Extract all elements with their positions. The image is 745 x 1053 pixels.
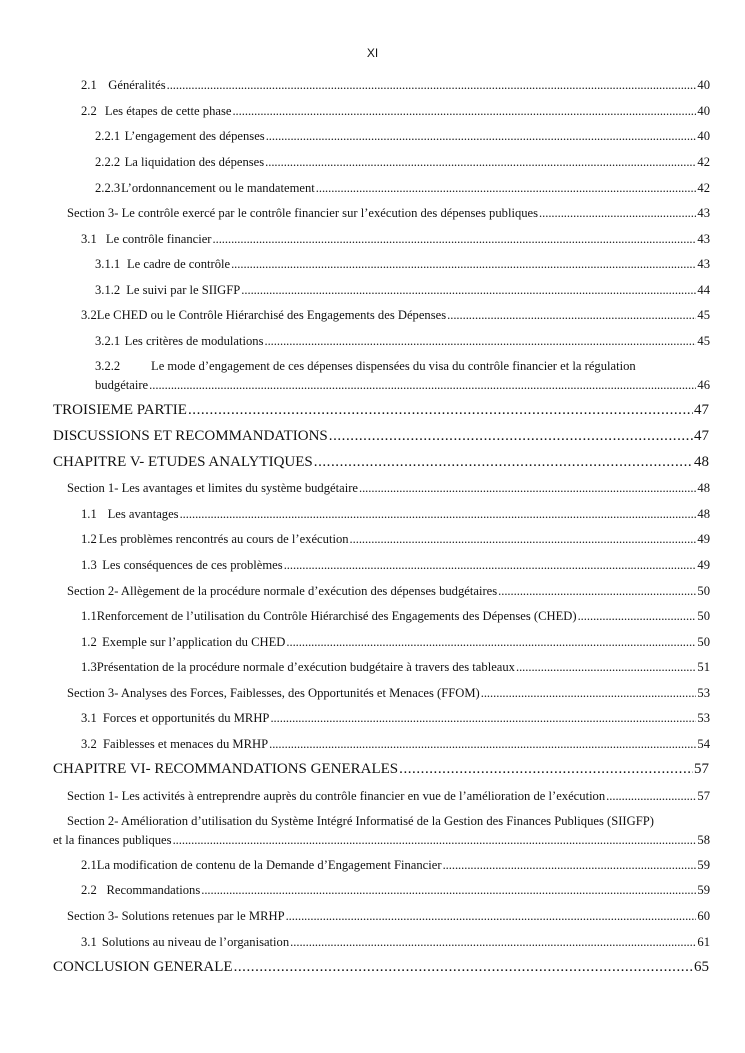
toc-entry-page: 50 — [697, 635, 710, 649]
toc-entry-title: L’ordonnancement ou le mandatement — [121, 181, 315, 195]
toc-entry-title: La modification de contenu de la Demande d’Engagement Financier — [96, 858, 442, 872]
dot-leader — [269, 737, 696, 752]
toc-entry-number: 3.2 — [81, 308, 97, 322]
toc-entry-page: 49 — [697, 532, 710, 546]
toc-entry-number: 1.2 — [81, 532, 97, 546]
toc-entry-title: Présentation de la procédure normale d’exécution budgétaire à travers des tableaux — [96, 660, 515, 674]
toc-entry-page: 59 — [697, 858, 710, 872]
toc-entry-part[interactable] — [53, 402, 709, 419]
dot-leader — [443, 858, 697, 873]
toc-entry-page: 40 — [697, 104, 710, 118]
toc-entry[interactable] — [95, 129, 710, 144]
dot-leader — [316, 181, 697, 196]
dot-leader — [578, 609, 697, 624]
toc-entry-number: 3.1.1 — [95, 257, 121, 271]
dot-leader — [270, 711, 696, 726]
dot-leader — [350, 532, 697, 547]
toc-entry-page: 42 — [697, 181, 710, 195]
toc-entry-number: 3.1 — [81, 935, 97, 949]
toc-entry[interactable] — [81, 858, 710, 873]
toc-entry[interactable] — [67, 909, 710, 924]
dot-leader — [231, 257, 696, 272]
dot-leader — [286, 909, 697, 924]
toc-entry-page: 57 — [697, 789, 710, 803]
toc-entry-title: Les conséquences de ces problèmes — [102, 558, 283, 572]
toc-entry-page: 42 — [697, 155, 710, 169]
toc-entry[interactable] — [81, 507, 710, 522]
toc-entry[interactable] — [81, 308, 710, 323]
dot-leader — [498, 584, 696, 599]
toc-entry[interactable] — [95, 155, 710, 170]
dot-leader — [290, 935, 696, 950]
toc-entry-title: Les avantages — [107, 507, 179, 521]
toc-entry-number: 3.2.1 — [95, 334, 121, 348]
toc-entry[interactable] — [67, 789, 710, 804]
toc-entry-page: 57 — [694, 761, 709, 777]
toc-entry-title: Section 2- Allègement de la procédure normale d’exécution des dépenses budgétaires — [67, 584, 498, 598]
toc-entry-number: 2.1 — [81, 858, 97, 872]
toc-entry-page: 60 — [697, 909, 710, 923]
toc-entry-title: Section 3- Le contrôle exercé par le contrôle financier sur l’exécution des dépenses publiques — [67, 206, 539, 220]
dot-leader — [284, 558, 697, 573]
dot-leader — [286, 635, 696, 650]
toc-entry-title: L’engagement des dépenses — [124, 129, 265, 143]
toc-entry-page: 53 — [697, 686, 710, 700]
toc-entry-page: 59 — [697, 883, 710, 897]
toc-entry-title: Section 3- Solutions retenues par le MRHP — [67, 909, 285, 923]
toc-entry-title: Exemple sur l’application du CHED — [102, 635, 286, 649]
dot-leader — [265, 155, 696, 170]
toc-entry-page: 45 — [697, 334, 710, 348]
toc-entry-title: Forces et opportunités du MRHP — [102, 711, 270, 725]
toc-entry-chapter[interactable] — [53, 959, 709, 976]
toc-entry-page: 49 — [697, 558, 710, 572]
toc-entry-page: 43 — [697, 257, 710, 271]
toc-entry-page: 44 — [697, 283, 710, 297]
toc-entry-page: 54 — [697, 737, 710, 751]
toc-entry-page: 48 — [697, 481, 710, 495]
toc-entry[interactable] — [81, 78, 710, 93]
dot-leader — [149, 378, 696, 393]
toc-entry[interactable] — [81, 711, 710, 726]
toc-entry-number: 2.2 — [81, 104, 97, 118]
toc-entry[interactable] — [81, 737, 710, 752]
toc-entry[interactable] — [81, 232, 710, 247]
dot-leader — [266, 129, 697, 144]
toc-entry-title: Le mode d’engagement de ces dépenses dispensées du visa du contrôle financier et la régulation — [151, 359, 636, 373]
toc-entry-title: Les critères de modulations — [124, 334, 264, 348]
toc-entry-number: 3.1 — [81, 232, 97, 246]
toc-entry-title: Renforcement de l’utilisation du Contrôle Hiérarchisé des Engagements des Dépenses (CHED) — [96, 609, 577, 623]
toc-entry[interactable] — [95, 334, 710, 349]
toc-entry-page: 50 — [697, 584, 710, 598]
toc-entry-title: Les problèmes rencontrés au cours de l’exécution — [98, 532, 349, 546]
toc-entry-title: Solutions au niveau de l’organisation — [101, 935, 290, 949]
toc-entry[interactable] — [81, 609, 710, 624]
toc-entry[interactable] — [81, 660, 710, 675]
toc-entry-part[interactable] — [53, 428, 709, 445]
toc-entry[interactable] — [95, 181, 710, 196]
toc-entry-page: 40 — [697, 78, 710, 92]
dot-leader — [481, 686, 697, 701]
toc-entry[interactable] — [81, 883, 710, 898]
toc-entry-title: Le contrôle financier — [105, 232, 212, 246]
toc-entry-page: 47 — [694, 428, 709, 444]
dot-leader — [606, 789, 696, 804]
dot-leader — [201, 883, 696, 898]
toc-entry-number: 1.3 — [81, 660, 97, 674]
toc-entry-title: Les étapes de cette phase — [104, 104, 232, 118]
toc-entry-chapter[interactable] — [53, 454, 709, 471]
toc-entry-page: 51 — [697, 660, 710, 674]
toc-entry-title: Section 2- Amélioration d’utilisation du Système Intégré Informatisé de la Gestion des Finances Publiques (SIIGFP) — [67, 814, 654, 828]
toc-entry-number: 3.1.2 — [95, 283, 121, 297]
toc-entry-chapter[interactable] — [53, 761, 709, 778]
dot-leader — [539, 206, 696, 221]
toc-entry-page: 53 — [697, 711, 710, 725]
toc-entry-title: CHAPITRE VI- RECOMMANDATIONS GENERALES — [53, 761, 399, 777]
toc-entry-number: 1.2 — [81, 635, 97, 649]
toc-entry-title: Le suivi par le SIIGFP — [126, 283, 241, 297]
toc-entry-title: CHAPITRE V- ETUDES ANALYTIQUES — [53, 454, 313, 470]
dot-leader — [173, 833, 697, 848]
dot-leader — [234, 959, 693, 976]
dot-leader — [241, 283, 696, 298]
toc-entry-page: 65 — [694, 959, 709, 975]
dot-leader — [232, 104, 696, 119]
toc-entry-title: Généralités — [108, 78, 166, 92]
toc-entry-page: 48 — [694, 454, 709, 470]
toc-entry-title: DISCUSSIONS ET RECOMMANDATIONS — [53, 428, 328, 444]
toc-entry-title: Le cadre de contrôle — [126, 257, 231, 271]
toc-entry[interactable] — [95, 359, 710, 374]
toc-entry[interactable] — [95, 257, 710, 272]
toc-entry-number: 2.2.1 — [95, 129, 121, 143]
page-number: XI — [366, 46, 379, 60]
dot-leader — [329, 428, 693, 445]
toc-entry-number: 2.2 — [81, 883, 97, 897]
toc-entry-number: 2.1 — [81, 78, 97, 92]
toc-entry-page: 43 — [697, 206, 710, 220]
toc-entry-title: La liquidation des dépenses — [124, 155, 265, 169]
toc-entry-number: 2.2.3 — [95, 181, 121, 195]
dot-leader — [264, 334, 696, 349]
toc-entry-title: Faiblesses et menaces du MRHP — [103, 737, 269, 751]
toc-entry-page: 47 — [694, 402, 709, 418]
dot-leader — [359, 481, 696, 496]
toc-entry-number: 1.3 — [81, 558, 97, 572]
toc-entry-title: budgétaire — [95, 378, 149, 392]
toc-entry[interactable] — [81, 532, 710, 547]
toc-entry-continuation[interactable] — [95, 378, 710, 393]
toc-entry-title: Section 1- Les activités à entreprendre auprès du contrôle financier en vue de l’amélioration de l’exécution — [67, 789, 606, 803]
dot-leader — [516, 660, 696, 675]
toc-entry-page: 61 — [697, 935, 710, 949]
toc-entry-title: Recommandations — [106, 883, 201, 897]
toc-entry-number: 3.2.2 — [95, 359, 121, 373]
toc-entry-page: 50 — [697, 609, 710, 623]
toc-entry-title: Section 1- Les avantages et limites du système budgétaire — [67, 481, 358, 495]
toc-entry-page: 45 — [697, 308, 710, 322]
toc-entry-page: 40 — [697, 129, 710, 143]
toc-entry-number: 3.1 — [81, 711, 97, 725]
toc-entry[interactable] — [81, 935, 710, 950]
toc-entry[interactable] — [81, 104, 710, 119]
toc-entry[interactable] — [67, 814, 710, 829]
toc-entry-number: 1.1 — [81, 609, 97, 623]
toc-entry-title: CONCLUSION GENERALE — [53, 959, 233, 975]
dot-leader — [188, 402, 693, 419]
toc-entry[interactable] — [81, 635, 710, 650]
toc-entry-title: TROISIEME PARTIE — [53, 402, 187, 418]
dot-leader — [314, 454, 693, 471]
toc-entry[interactable] — [81, 558, 710, 573]
dot-leader — [180, 507, 697, 522]
toc-entry-title: et la finances publiques — [53, 833, 172, 847]
toc-entry-number: 2.2.2 — [95, 155, 121, 169]
toc-entry[interactable] — [67, 584, 710, 599]
dot-leader — [447, 308, 696, 323]
toc-entry-continuation[interactable] — [53, 833, 710, 848]
dot-leader — [213, 232, 697, 247]
dot-leader — [399, 761, 693, 778]
toc-entry[interactable] — [67, 686, 710, 701]
toc-entry-page: 46 — [697, 378, 710, 392]
toc-entry-title: Section 3- Analyses des Forces, Faiblesses, des Opportunités et Menaces (FFOM) — [67, 686, 480, 700]
toc-entry-page: 58 — [697, 833, 710, 847]
toc-entry-page: 43 — [697, 232, 710, 246]
toc-entry-number: 1.1 — [81, 507, 97, 521]
toc-entry-page: 48 — [697, 507, 710, 521]
dot-leader — [167, 78, 697, 93]
toc-entry[interactable] — [95, 283, 710, 298]
toc-entry[interactable] — [67, 206, 710, 221]
toc-entry[interactable] — [67, 481, 710, 496]
toc-entry-title: Le CHED ou le Contrôle Hiérarchisé des Engagements des Dépenses — [96, 308, 447, 322]
toc-entry-number: 3.2 — [81, 737, 97, 751]
